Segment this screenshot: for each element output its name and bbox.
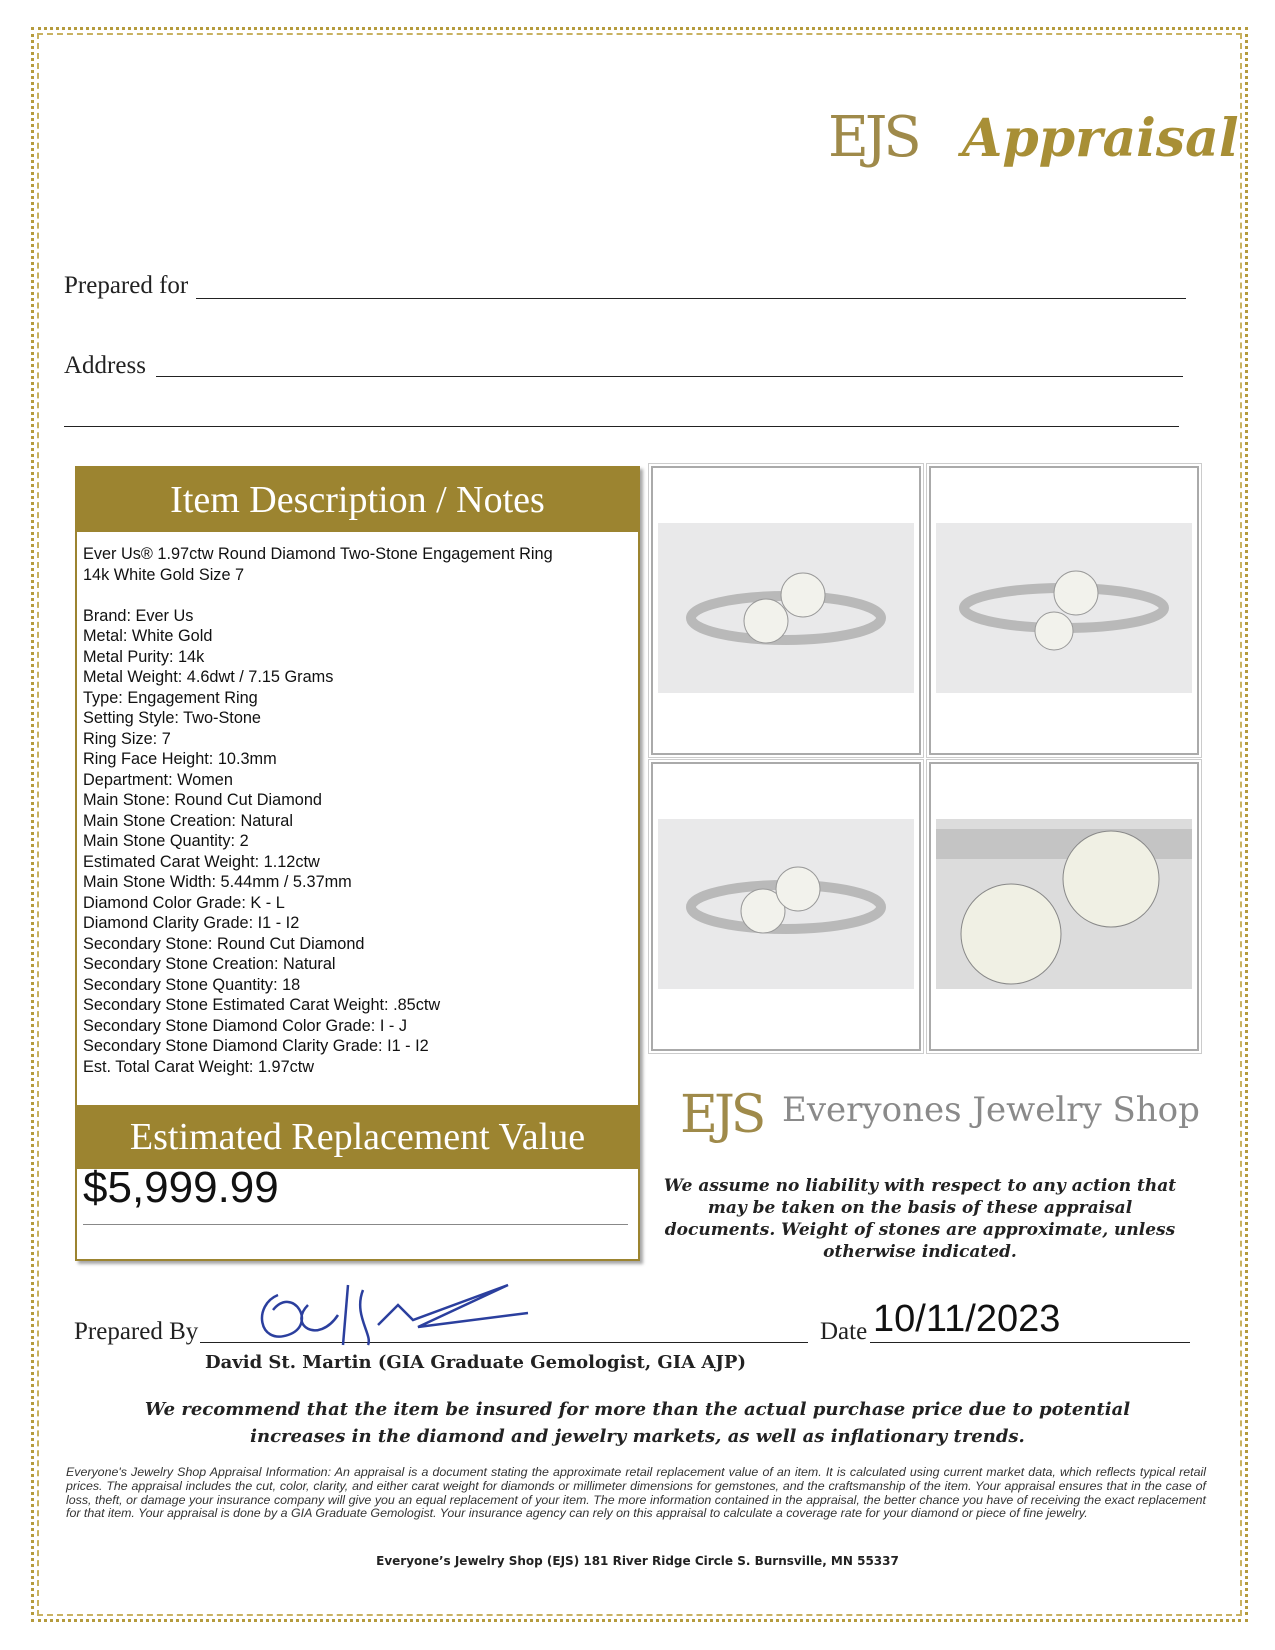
- item-detail-row: Diamond Color Grade: K - L: [83, 893, 285, 912]
- address-label: Address: [64, 352, 146, 379]
- replacement-value: $5,999.99: [83, 1163, 279, 1212]
- appraisal-info: Everyone's Jewelry Shop Appraisal Information: An appraisal is a document stating the approximate retail replacement value of an item. It is calculated using current market data, which reflects typical retail prices. The appraisal includes the cut, color, clarity, and either carat weight for diamonds or millimeter dimensions for gemstones, and the craftsmanship of the item. Your appraisal ensures that in the case of loss, theft, or damage your insurance company will give you an equal replacement of your item. The more information contained in the appraisal, the better chance you have of receiving the exact replacement for that item. Your appraisal is done by a GIA Graduate Gemologist. Your insurance agency can rely on this appraisal to calculate a coverage rate for your diamond or piece of fine jewelry.: [66, 1465, 1206, 1521]
- date-label: Date: [820, 1318, 868, 1345]
- shop-address-footer: Everyone’s Jewelry Shop (EJS) 181 River Ridge Circle S. Burnsville, MN 55337: [376, 1554, 899, 1568]
- item-detail-row: Secondary Stone: Round Cut Diamond: [83, 934, 365, 953]
- item-detail-row: Secondary Stone Quantity: 18: [83, 975, 301, 994]
- shop-name: Everyones Jewelry Shop: [782, 1090, 1200, 1130]
- liability-disclaimer: We assume no liability with respect to any action that may be taken on the basis of these appraisal documents. Weight of stones are approximate, unless otherwise indicated.: [663, 1176, 1177, 1262]
- item-detail-row: Metal Purity: 14k: [83, 647, 205, 666]
- prepared-by-label: Prepared By: [74, 1318, 199, 1345]
- ring-photo-4: [929, 762, 1199, 1051]
- item-detail-row: Estimated Carat Weight: 1.12ctw: [83, 852, 320, 871]
- address-field-line-2[interactable]: [64, 426, 1179, 427]
- item-title-line: 14k White Gold Size 7: [83, 565, 245, 584]
- insurance-recommendation: We recommend that the item be insured for more than the actual purchase price due to potential increases in the diamond and jewelry markets, as well as inflationary trends.: [144, 1399, 1131, 1447]
- ring-photo-1: [651, 466, 921, 755]
- item-detail-row: Main Stone: Round Cut Diamond: [83, 791, 322, 809]
- prepared-for-label: Prepared for: [64, 272, 189, 299]
- item-detail-row: Main Stone Creation: Natural: [83, 811, 293, 830]
- item-detail-row: Secondary Stone Diamond Color Grade: I - J: [83, 1016, 407, 1035]
- ring-image: [658, 819, 914, 989]
- prepared-for-field[interactable]: [196, 298, 1186, 299]
- ring-photo-2: [929, 466, 1199, 755]
- ejs-logo: EJS: [828, 105, 918, 170]
- item-title-line: Ever Us® 1.97ctw Round Diamond Two-Stone Engagement Ring: [83, 545, 553, 563]
- item-detail-row: Main Stone Quantity: 2: [83, 832, 249, 850]
- ring-image: [936, 819, 1192, 989]
- page-title: Appraisal: [962, 108, 1239, 169]
- item-detail-row: Setting Style: Two-Stone: [83, 709, 261, 727]
- item-detail-row: Main Stone Width: 5.44mm / 5.37mm: [83, 873, 352, 891]
- item-detail-row: Secondary Stone Estimated Carat Weight: .85ctw: [83, 996, 441, 1014]
- item-detail-row: Ring Size: 7: [83, 729, 171, 748]
- item-detail-row: Diamond Clarity Grade: I1 - I2: [83, 914, 300, 932]
- item-detail-row: Metal: White Gold: [83, 627, 213, 645]
- value-underline: [83, 1224, 628, 1225]
- item-description-heading: Item Description / Notes: [77, 468, 638, 532]
- address-field[interactable]: [156, 376, 1183, 377]
- appraisal-date: 10/11/2023: [873, 1298, 1061, 1340]
- appraiser-name: David St. Martin (GIA Graduate Gemologist, GIA AJP): [205, 1352, 746, 1373]
- item-detail-row: Ring Face Height: 10.3mm: [83, 750, 277, 768]
- ring-image: [936, 523, 1192, 693]
- item-detail-row: Type: Engagement Ring: [83, 688, 258, 707]
- item-details: [83, 544, 623, 1077]
- item-detail-row: Brand: Ever Us: [83, 606, 194, 625]
- ring-image: [658, 523, 914, 693]
- signature-image: [248, 1265, 548, 1355]
- replacement-value-heading: Estimated Replacement Value: [77, 1105, 638, 1169]
- shop-logo: EJS: [680, 1085, 763, 1145]
- item-description-panel: [75, 466, 640, 1261]
- ring-photo-3: [651, 762, 921, 1051]
- item-detail-row: Metal Weight: 4.6dwt / 7.15 Grams: [83, 668, 334, 686]
- date-field[interactable]: [870, 1342, 1190, 1343]
- item-detail-row: Department: Women: [83, 770, 233, 789]
- item-detail-row: Secondary Stone Diamond Clarity Grade: I1 - I2: [83, 1037, 429, 1055]
- item-detail-row: Est. Total Carat Weight: 1.97ctw: [83, 1057, 315, 1076]
- item-detail-row: Secondary Stone Creation: Natural: [83, 955, 336, 973]
